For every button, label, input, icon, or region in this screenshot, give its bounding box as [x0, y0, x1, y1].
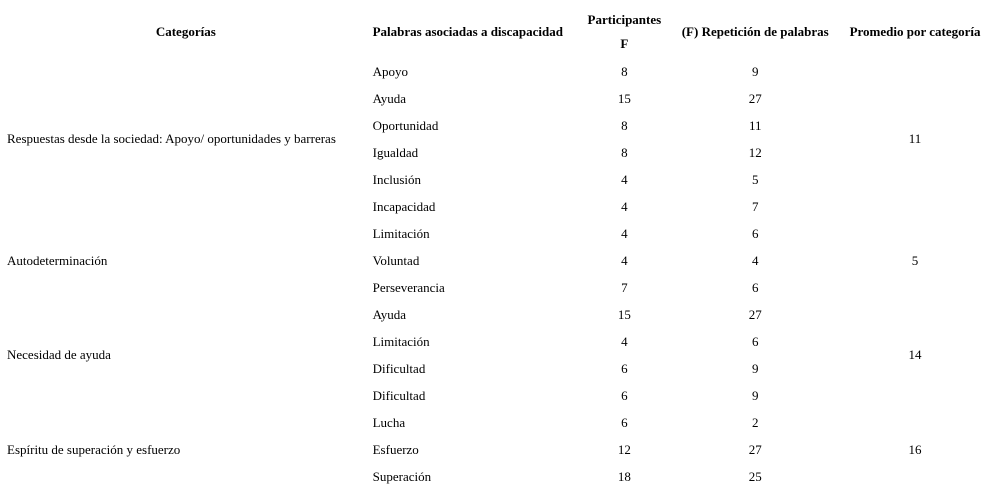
participantes-cell: 12 [617, 441, 631, 457]
category-name: Espíritu de superación y esfuerzo [7, 441, 181, 457]
category-name: Respuestas desde la sociedad: Apoyo/ oportunidades y barreras [7, 131, 336, 146]
word-cell: Limitación [372, 333, 430, 349]
word-cell: Apoyo [372, 63, 408, 79]
header-participantes-label: Participantes [587, 12, 662, 27]
repeticion-cell: 4 [751, 252, 759, 268]
word-cell: Igualdad [372, 144, 419, 160]
participantes-cell: 7 [621, 279, 628, 295]
participantes-cell: 15 [617, 306, 631, 322]
word-cell: Perseverancia [372, 279, 445, 295]
word-cell: Dificultad [372, 360, 426, 376]
participantes-cell: 4 [621, 198, 628, 214]
promedio-cell: 16 [908, 441, 922, 457]
repeticion-cell: 12 [748, 144, 762, 160]
word-cell: Limitación [372, 225, 430, 241]
repeticion-cell: 27 [748, 441, 762, 457]
header-participantes [578, 6, 670, 58]
word-cell: Superación [372, 468, 432, 484]
repeticion-cell: 27 [748, 306, 762, 322]
repeticion-cell: 6 [751, 279, 759, 295]
participantes-cell: 8 [621, 117, 628, 133]
participantes-cell: 4 [621, 252, 628, 268]
participantes-cell: 6 [621, 387, 628, 403]
participantes-cell: 6 [621, 360, 628, 376]
repeticion-cell: 7 [751, 198, 759, 214]
participantes-cell: 8 [621, 144, 628, 160]
participantes-cell: 4 [621, 171, 628, 187]
repeticion-cell: 6 [751, 225, 759, 241]
participantes-cell: 4 [621, 225, 628, 241]
category-name: Necesidad de ayuda [7, 347, 111, 362]
word-cell: Esfuerzo [372, 441, 419, 457]
category-table [3, 6, 990, 490]
word-cell: Oportunidad [372, 117, 439, 133]
header-palabras: Palabras asociadas a discapacidad [372, 24, 563, 39]
word-cell: Ayuda [372, 90, 407, 106]
repeticion-cell: 11 [748, 117, 762, 133]
repeticion-cell: 2 [751, 414, 759, 430]
category-name: Autodeterminación [7, 252, 108, 268]
participantes-cell: 15 [617, 90, 631, 106]
header-promedio: Promedio por categoría [849, 24, 981, 39]
header-row [3, 6, 990, 58]
repeticion-cell: 9 [751, 63, 759, 79]
repeticion-cell: 9 [751, 387, 759, 403]
participantes-cell: 6 [621, 414, 628, 430]
participantes-cell: 4 [621, 333, 628, 349]
repeticion-cell: 5 [751, 171, 759, 187]
participantes-cell: 8 [621, 63, 628, 79]
table-row [3, 409, 990, 436]
table-row [3, 301, 990, 328]
table-row [3, 58, 990, 85]
header-participantes-f: F [620, 36, 629, 51]
repeticion-cell: 25 [748, 468, 762, 484]
word-cell: Inclusión [372, 171, 421, 187]
word-cell: Incapacidad [372, 198, 436, 214]
header-repeticion: (F) Repetición de palabras [681, 24, 829, 39]
table-row [3, 220, 990, 247]
promedio-cell: 14 [908, 347, 922, 362]
repeticion-cell: 27 [748, 90, 762, 106]
table-body [3, 58, 990, 490]
word-cell: Voluntad [372, 252, 420, 268]
promedio-cell: 11 [908, 131, 922, 146]
repeticion-cell: 9 [751, 360, 759, 376]
header-categorias: Categorías [155, 24, 216, 39]
promedio-cell: 5 [911, 252, 919, 268]
word-cell: Ayuda [372, 306, 407, 322]
word-cell: Dificultad [372, 387, 426, 403]
repeticion-cell: 6 [751, 333, 759, 349]
word-cell: Lucha [372, 414, 406, 430]
participantes-cell: 18 [617, 468, 631, 484]
